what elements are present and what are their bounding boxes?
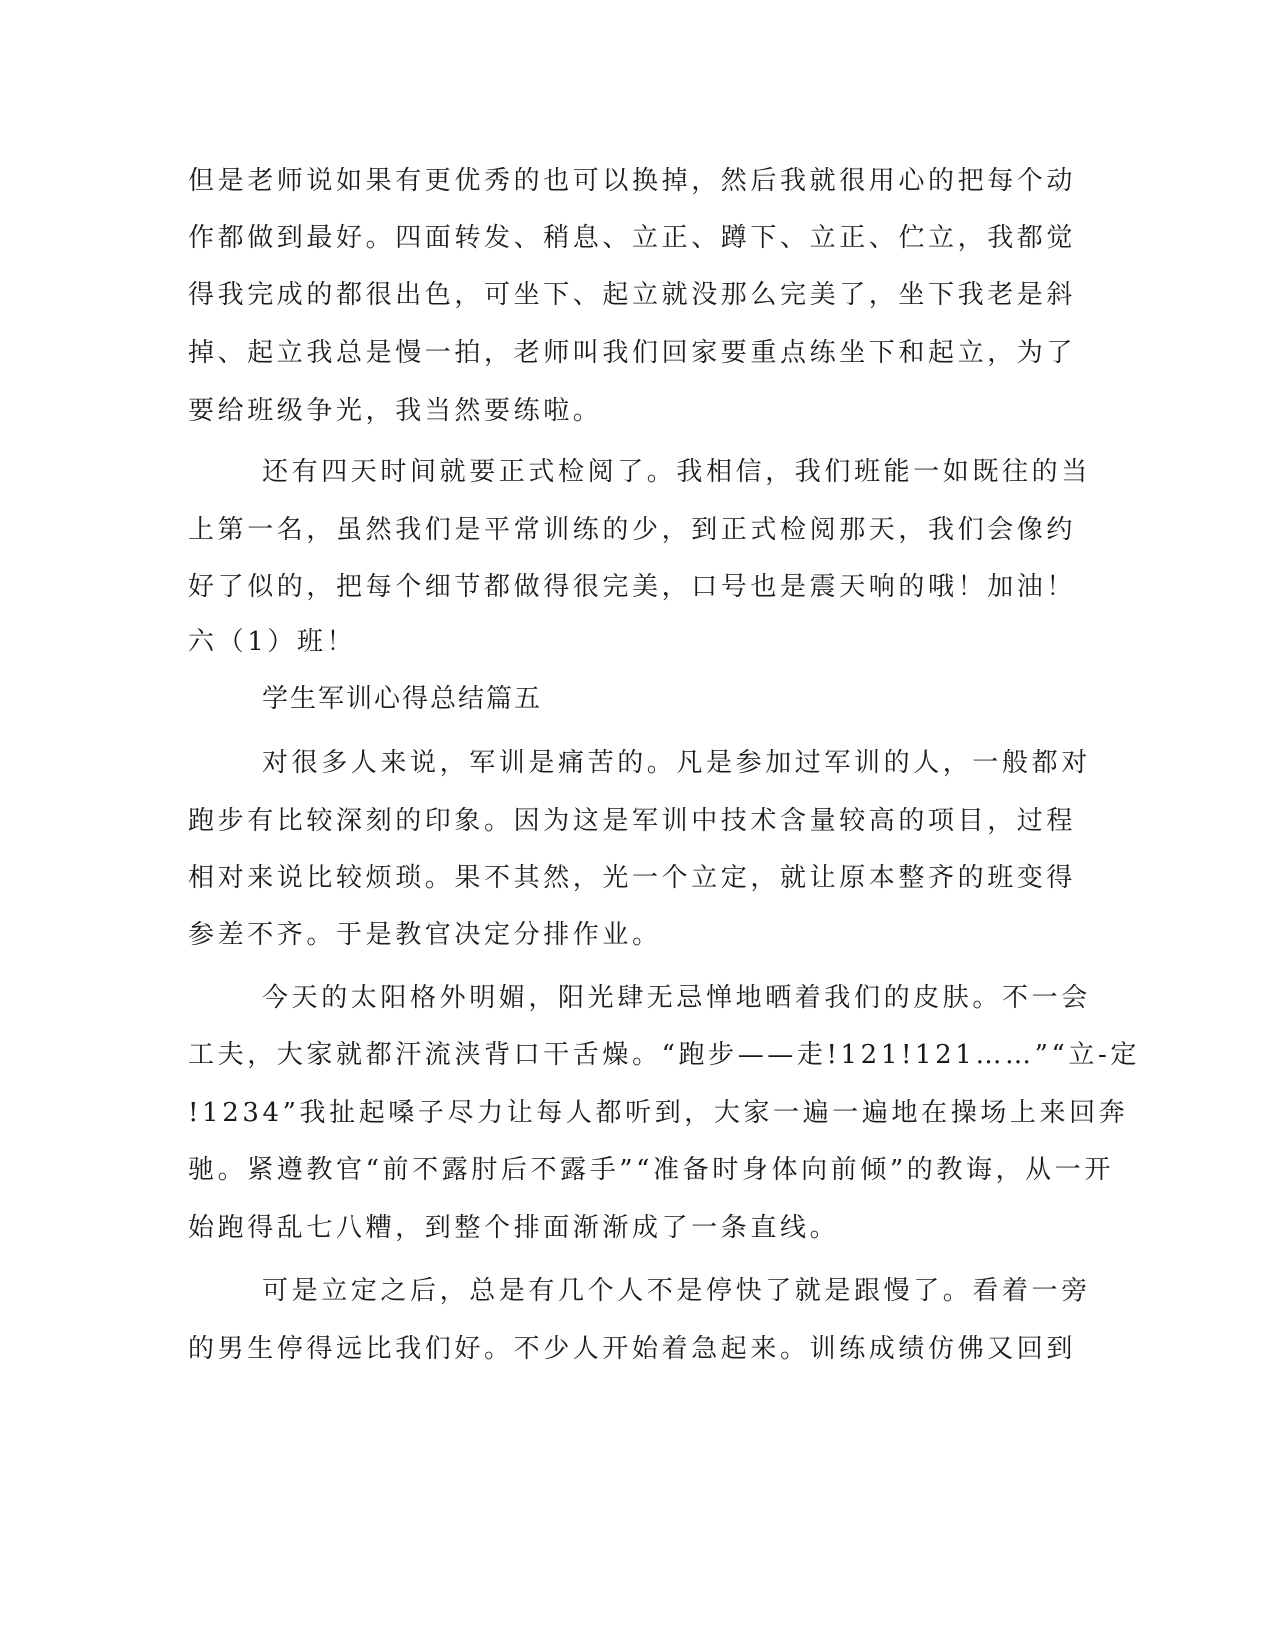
text-line: 跑步有比较深刻的印象。因为这是军训中技术含量较高的项目，过程 <box>188 806 1077 836</box>
text-line: 但是老师说如果有更优秀的也可以换掉，然后我就很用心的把每个动 <box>188 166 1077 196</box>
text-line: 参差不齐。于是教官决定分排作业。 <box>188 920 662 950</box>
text-line: 好了似的，把每个细节都做得很完美，口号也是震天响的哦！加油！ <box>188 572 1077 602</box>
section-heading: 学生军训心得总结篇五 <box>262 684 543 714</box>
paragraph-start-line: 对很多人来说，军训是痛苦的。凡是参加过军训的人，一般都对 <box>262 748 1091 778</box>
text-line: 得我完成的都很出色，可坐下、起立就没那么完美了，坐下我老是斜 <box>188 280 1077 310</box>
paragraph-start-line: 可是立定之后，总是有几个人不是停快了就是跟慢了。看着一旁 <box>262 1276 1091 1306</box>
text-line: !1234”我扯起嗓子尽力让每人都听到，大家一遍一遍地在操场上来回奔 <box>188 1098 1129 1128</box>
text-line: 作都做到最好。四面转发、稍息、立正、蹲下、立正、伫立，我都觉 <box>188 223 1077 253</box>
paragraph-start-line: 今天的太阳格外明媚，阳光肆无忌惮地晒着我们的皮肤。不一会 <box>262 983 1091 1013</box>
text-line: 相对来说比较烦琐。果不其然，光一个立定，就让原本整齐的班变得 <box>188 863 1077 893</box>
text-line: 始跑得乱七八糟，到整个排面渐渐成了一条直线。 <box>188 1213 840 1243</box>
text-line: 要给班级争光，我当然要练啦。 <box>188 396 603 426</box>
text-line: 工夫，大家就都汗流浃背口干舌燥。“跑步——走!121!121……”“立-定 <box>188 1040 1141 1070</box>
text-line: 上第一名，虽然我们是平常训练的少，到正式检阅那天，我们会像约 <box>188 515 1077 545</box>
text-line: 六（1）班！ <box>188 627 357 657</box>
paragraph-start-line: 还有四天时间就要正式检阅了。我相信，我们班能一如既往的当 <box>262 457 1091 487</box>
text-line: 的男生停得远比我们好。不少人开始着急起来。训练成绩仿佛又回到 <box>188 1334 1077 1364</box>
text-line: 驰。紧遵教官“前不露肘后不露手”“准备时身体向前倾”的教诲，从一开 <box>188 1155 1114 1185</box>
text-line: 掉、起立我总是慢一拍，老师叫我们回家要重点练坐下和起立，为了 <box>188 338 1077 368</box>
